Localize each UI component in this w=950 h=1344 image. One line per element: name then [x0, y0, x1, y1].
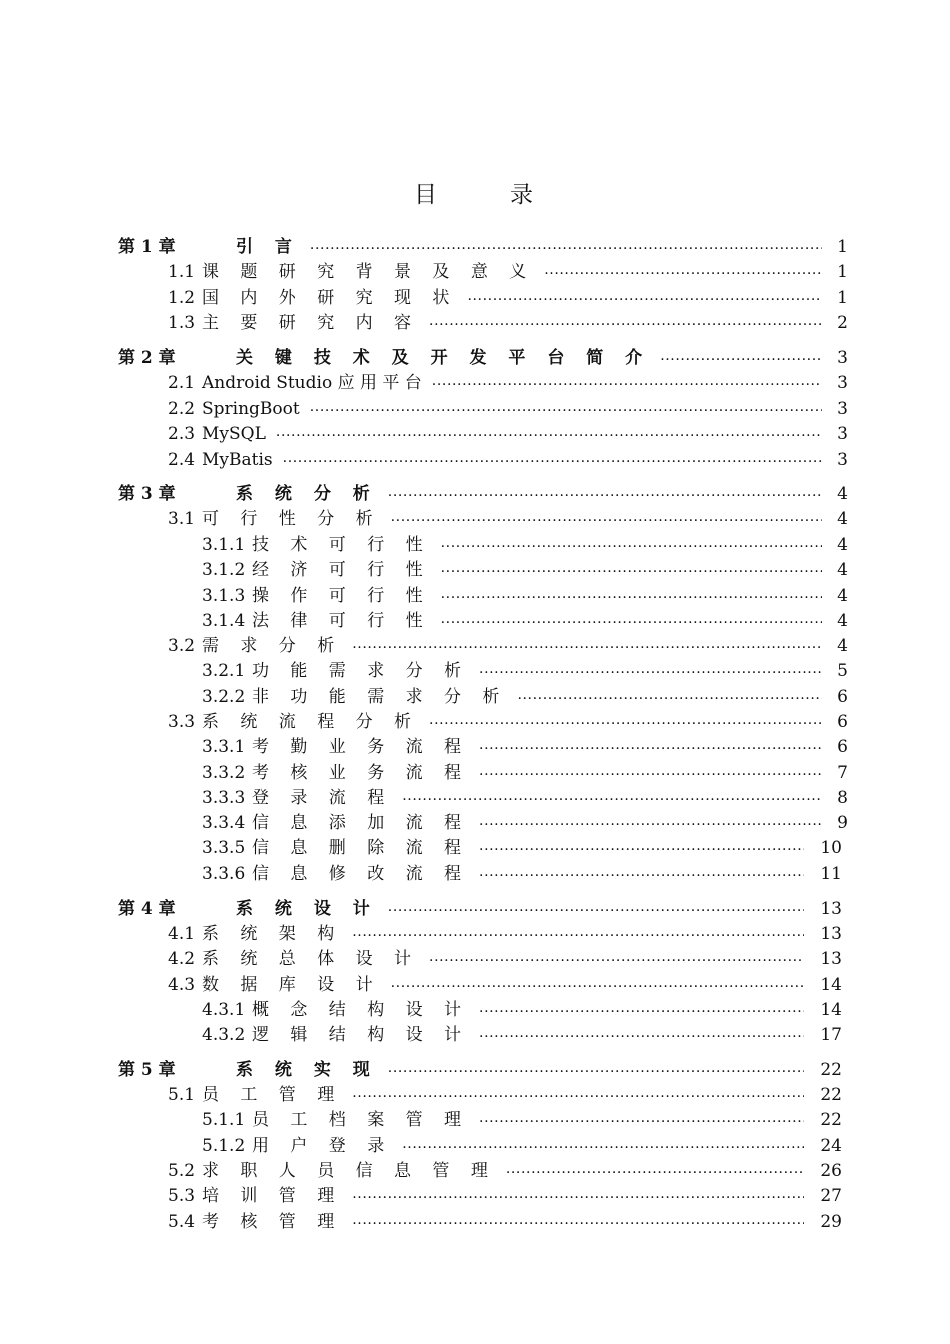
toc-entry-number: 5.2 [168, 1161, 196, 1181]
toc-entry-s5_1_2[interactable] [0, 1134, 950, 1158]
toc-entry-number: 3.3.3 [202, 788, 246, 808]
toc-entry-page: 22 [820, 1085, 842, 1105]
toc-entry-leader [388, 897, 804, 921]
toc-entry-number: 3.1.2 [202, 560, 246, 580]
toc-entry-leader [506, 1159, 804, 1183]
toc-entry-s3_2_2[interactable] [0, 685, 950, 709]
toc-entry-s3_3_3[interactable] [0, 786, 950, 810]
toc-entry-leader [388, 1058, 804, 1082]
toc-entry-leader [479, 1023, 804, 1047]
toc-entry-number: 1.1 [168, 262, 196, 282]
toc-entry-page: 2 [837, 313, 848, 333]
toc-entry-page: 13 [820, 924, 842, 944]
toc-entry-s3_3_5[interactable] [0, 836, 950, 860]
toc-entry-label: 系 统 流 程 分 析 [202, 712, 420, 732]
toc-entry-page: 13 [820, 899, 842, 919]
toc-entry-s1_3[interactable] [0, 311, 950, 335]
toc-entry-leader [479, 659, 822, 683]
toc-entry-leader [310, 397, 822, 421]
toc-entry-leader [479, 1108, 804, 1132]
toc-entry-s3_1_3[interactable] [0, 584, 950, 608]
toc-entry-s5_1_1[interactable] [0, 1108, 950, 1132]
toc-entry-page: 4 [837, 484, 848, 504]
toc-entry-page: 10 [820, 838, 842, 858]
toc-entry-page: 3 [837, 399, 848, 419]
toc-entry-label: 信 息 添 加 流 程 [252, 813, 470, 833]
toc-entry-page: 6 [837, 737, 848, 757]
toc-entry-label: 信 息 删 除 流 程 [252, 838, 470, 858]
toc-entry-number: 3.3.1 [202, 737, 246, 757]
toc-entry-leader [479, 862, 804, 886]
toc-entry-s4_1[interactable] [0, 922, 950, 946]
toc-entry-leader [283, 448, 822, 472]
toc-entry-s3_3_6[interactable] [0, 862, 950, 886]
toc-entry-page: 13 [820, 949, 842, 969]
toc-entry-page: 11 [820, 864, 842, 884]
toc-entry-leader [391, 507, 822, 531]
toc-entry-s5_2[interactable] [0, 1159, 950, 1183]
toc-entry-leader [441, 609, 822, 633]
toc-entry-s4_2[interactable] [0, 947, 950, 971]
toc-entry-s5_3[interactable] [0, 1184, 950, 1208]
toc-entry-number: 3.1.3 [202, 586, 246, 606]
toc-entry-page: 4 [837, 586, 848, 606]
toc-entry-page: 1 [837, 237, 848, 257]
toc-entry-number: 5.1 [168, 1085, 196, 1105]
toc-entry-number: 4.3.1 [202, 1000, 246, 1020]
toc-entry-ch1[interactable] [0, 235, 950, 259]
toc-entry-label: 主 要 研 究 内 容 [202, 313, 420, 333]
toc-entry-page: 17 [820, 1025, 842, 1045]
toc-entry-page: 24 [820, 1136, 842, 1156]
toc-entry-number: 2.1 [168, 373, 196, 393]
toc-entry-label: 数 据 库 设 计 [202, 975, 381, 995]
toc-entry-page: 4 [837, 560, 848, 580]
toc-entry-number: 1.2 [168, 288, 196, 308]
toc-entry-leader [429, 710, 822, 734]
toc-entry-s1_2[interactable] [0, 286, 950, 310]
toc-entry-page: 9 [837, 813, 848, 833]
toc-entry-page: 22 [820, 1110, 842, 1130]
toc-entry-s3_3[interactable] [0, 710, 950, 734]
toc-entry-page: 3 [837, 450, 848, 470]
toc-entry-page: 4 [837, 636, 848, 656]
toc-entry-label: 功 能 需 求 分 析 [252, 661, 470, 681]
toc-entry-ch4[interactable] [0, 897, 950, 921]
toc-entry-page: 26 [820, 1161, 842, 1181]
toc-entry-page: 4 [837, 509, 848, 529]
toc-entry-leader [276, 422, 822, 446]
toc-entry-page: 6 [837, 687, 848, 707]
toc-entry-page: 8 [837, 788, 848, 808]
toc-entry-leader [310, 235, 822, 259]
toc-entry-number: 第 2 章 [118, 348, 176, 368]
toc-entry-page: 5 [837, 661, 848, 681]
toc-entry-leader [352, 1083, 804, 1107]
toc-entry-ch5[interactable] [0, 1058, 950, 1082]
toc-entry-label: 信 息 修 改 流 程 [252, 864, 470, 884]
toc-entry-leader [660, 346, 822, 370]
toc-entry-number: 第 1 章 [118, 237, 176, 257]
toc-entry-s5_4[interactable] [0, 1210, 950, 1234]
toc-entry-label: 系 统 总 体 设 计 [202, 949, 420, 969]
toc-entry-number: 1.3 [168, 313, 196, 333]
toc-entry-leader [479, 836, 804, 860]
toc-entry-label: 用 户 登 录 [252, 1136, 393, 1156]
toc-entry-label: 系 统 实 现 [236, 1060, 378, 1080]
toc-entry-s3_1_1[interactable] [0, 533, 950, 557]
toc-entry-page: 22 [820, 1060, 842, 1080]
toc-entry-s2_3[interactable] [0, 422, 950, 446]
toc-entry-label: 员 工 档 案 管 理 [252, 1110, 470, 1130]
toc-entry-number: 5.1.2 [202, 1136, 246, 1156]
toc-entry-number: 第 5 章 [118, 1060, 176, 1080]
toc-entry-number: 3.3 [168, 712, 196, 732]
toc-entry-number: 4.1 [168, 924, 196, 944]
toc-entry-number: 3.2 [168, 636, 196, 656]
toc-entry-label: MyBatis [202, 450, 273, 470]
toc-entry-s3_2[interactable] [0, 634, 950, 658]
toc-entry-s2_1[interactable] [0, 371, 950, 395]
toc-entry-leader [479, 735, 822, 759]
toc-entry-page: 4 [837, 611, 848, 631]
toc-entry-s5_1[interactable] [0, 1083, 950, 1107]
toc-entry-s3_1_4[interactable] [0, 609, 950, 633]
toc-entry-label: 法 律 可 行 性 [252, 611, 431, 631]
toc-entry-page: 1 [837, 262, 848, 282]
toc-entry-number: 3.3.6 [202, 864, 246, 884]
toc-entry-label: 培 训 管 理 [202, 1186, 343, 1206]
toc-entry-leader [441, 584, 822, 608]
toc-entry-label: 登 录 流 程 [252, 788, 393, 808]
toc-entry-label: SpringBoot [202, 399, 300, 419]
toc-entry-s3_2_1[interactable] [0, 659, 950, 683]
toc-entry-number: 2.4 [168, 450, 196, 470]
toc-entry-page: 14 [820, 1000, 842, 1020]
toc-entry-number: 3.1.4 [202, 611, 246, 631]
toc-entry-label: Android Studio 应 用 平 台 [202, 373, 422, 393]
toc-entry-page: 27 [820, 1186, 842, 1206]
toc-entry-s3_3_4[interactable] [0, 811, 950, 835]
toc-entry-number: 4.3 [168, 975, 196, 995]
toc-entry-leader [432, 371, 822, 395]
toc-entry-leader [402, 786, 822, 810]
toc-entry-leader [352, 1210, 804, 1234]
toc-entry-label: 考 核 业 务 流 程 [252, 763, 470, 783]
toc-entry-leader [429, 311, 822, 335]
toc-entry-leader [517, 685, 822, 709]
toc-entry-number: 4.3.2 [202, 1025, 246, 1045]
toc-entry-label: 员 工 管 理 [202, 1085, 343, 1105]
toc-entry-s4_3_1[interactable] [0, 998, 950, 1022]
toc-entry-ch2[interactable] [0, 346, 950, 370]
toc-entry-page: 4 [837, 535, 848, 555]
toc-entry-s1_1[interactable] [0, 260, 950, 284]
toc-entry-number: 2.2 [168, 399, 196, 419]
toc-entry-number: 第 4 章 [118, 899, 176, 919]
toc-entry-number: 5.4 [168, 1212, 196, 1232]
toc-entry-label: 系 统 设 计 [236, 899, 378, 919]
toc-entry-s2_4[interactable] [0, 448, 950, 472]
toc-entry-label: 引 言 [236, 237, 300, 257]
toc-entry-page: 6 [837, 712, 848, 732]
toc-entry-s4_3[interactable] [0, 973, 950, 997]
toc-entry-s3_3_1[interactable] [0, 735, 950, 759]
toc-entry-label: MySQL [202, 424, 266, 444]
toc-entry-page: 3 [837, 348, 848, 368]
toc-entry-label: 需 求 分 析 [202, 636, 343, 656]
toc-entry-number: 5.3 [168, 1186, 196, 1206]
toc-entry-label: 非 功 能 需 求 分 析 [252, 687, 508, 707]
toc-entry-number: 3.2.2 [202, 687, 246, 707]
toc-entry-label: 系 统 分 析 [236, 484, 378, 504]
toc-entry-number: 4.2 [168, 949, 196, 969]
toc-entry-number: 3.1.1 [202, 535, 246, 555]
toc-entry-leader [467, 286, 822, 310]
toc-entry-ch3[interactable] [0, 482, 950, 506]
toc-entry-label: 可 行 性 分 析 [202, 509, 381, 529]
toc-entry-leader [352, 1184, 804, 1208]
toc-entry-leader [388, 482, 822, 506]
toc-entry-s2_2[interactable] [0, 397, 950, 421]
toc-entry-page: 1 [837, 288, 848, 308]
toc-entry-number: 2.3 [168, 424, 196, 444]
toc-entry-number: 第 3 章 [118, 484, 176, 504]
toc-entry-leader [479, 811, 822, 835]
toc-entry-leader [402, 1134, 804, 1158]
toc-entry-leader [544, 260, 822, 284]
toc-entry-number: 3.3.2 [202, 763, 246, 783]
toc-title [0, 176, 950, 209]
toc-entry-number: 5.1.1 [202, 1110, 246, 1130]
toc-entry-page: 3 [837, 424, 848, 444]
toc-entry-label: 逻 辑 结 构 设 计 [252, 1025, 470, 1045]
toc-entry-page: 29 [820, 1212, 842, 1232]
toc-title-left: 目 [414, 182, 440, 208]
toc-entry-number: 3.3.4 [202, 813, 246, 833]
toc-entry-leader [352, 634, 822, 658]
toc-entry-number: 3.2.1 [202, 661, 246, 681]
toc-entry-leader [352, 922, 804, 946]
toc-entry-s3_1_2[interactable] [0, 558, 950, 582]
toc-entry-label: 考 核 管 理 [202, 1212, 343, 1232]
toc-entry-page: 3 [837, 373, 848, 393]
toc-entry-label: 操 作 可 行 性 [252, 586, 431, 606]
toc-title-right: 录 [510, 182, 536, 208]
toc-entry-label: 概 念 结 构 设 计 [252, 1000, 470, 1020]
toc-entry-number: 3.3.5 [202, 838, 246, 858]
toc-entry-leader [479, 998, 804, 1022]
toc-entry-page: 7 [837, 763, 848, 783]
toc-entry-leader [441, 558, 822, 582]
toc-entry-label: 课 题 研 究 背 景 及 意 义 [202, 262, 535, 282]
toc-entry-label: 考 勤 业 务 流 程 [252, 737, 470, 757]
toc-entry-label: 求 职 人 员 信 息 管 理 [202, 1161, 496, 1181]
toc-entry-label: 经 济 可 行 性 [252, 560, 431, 580]
toc-entry-s4_3_2[interactable] [0, 1023, 950, 1047]
toc-entry-page: 14 [820, 975, 842, 995]
toc-entry-label: 国 内 外 研 究 现 状 [202, 288, 458, 308]
toc-entry-label: 系 统 架 构 [202, 924, 343, 944]
toc-entry-leader [429, 947, 804, 971]
toc-entry-s3_3_2[interactable] [0, 761, 950, 785]
toc-entry-leader [441, 533, 822, 557]
toc-entry-label: 关 键 技 术 及 开 发 平 台 简 介 [236, 348, 651, 368]
toc-entry-label: 技 术 可 行 性 [252, 535, 431, 555]
toc-entry-number: 3.1 [168, 509, 196, 529]
toc-entry-leader [479, 761, 822, 785]
toc-entry-s3_1[interactable] [0, 507, 950, 531]
toc-entry-leader [391, 973, 804, 997]
